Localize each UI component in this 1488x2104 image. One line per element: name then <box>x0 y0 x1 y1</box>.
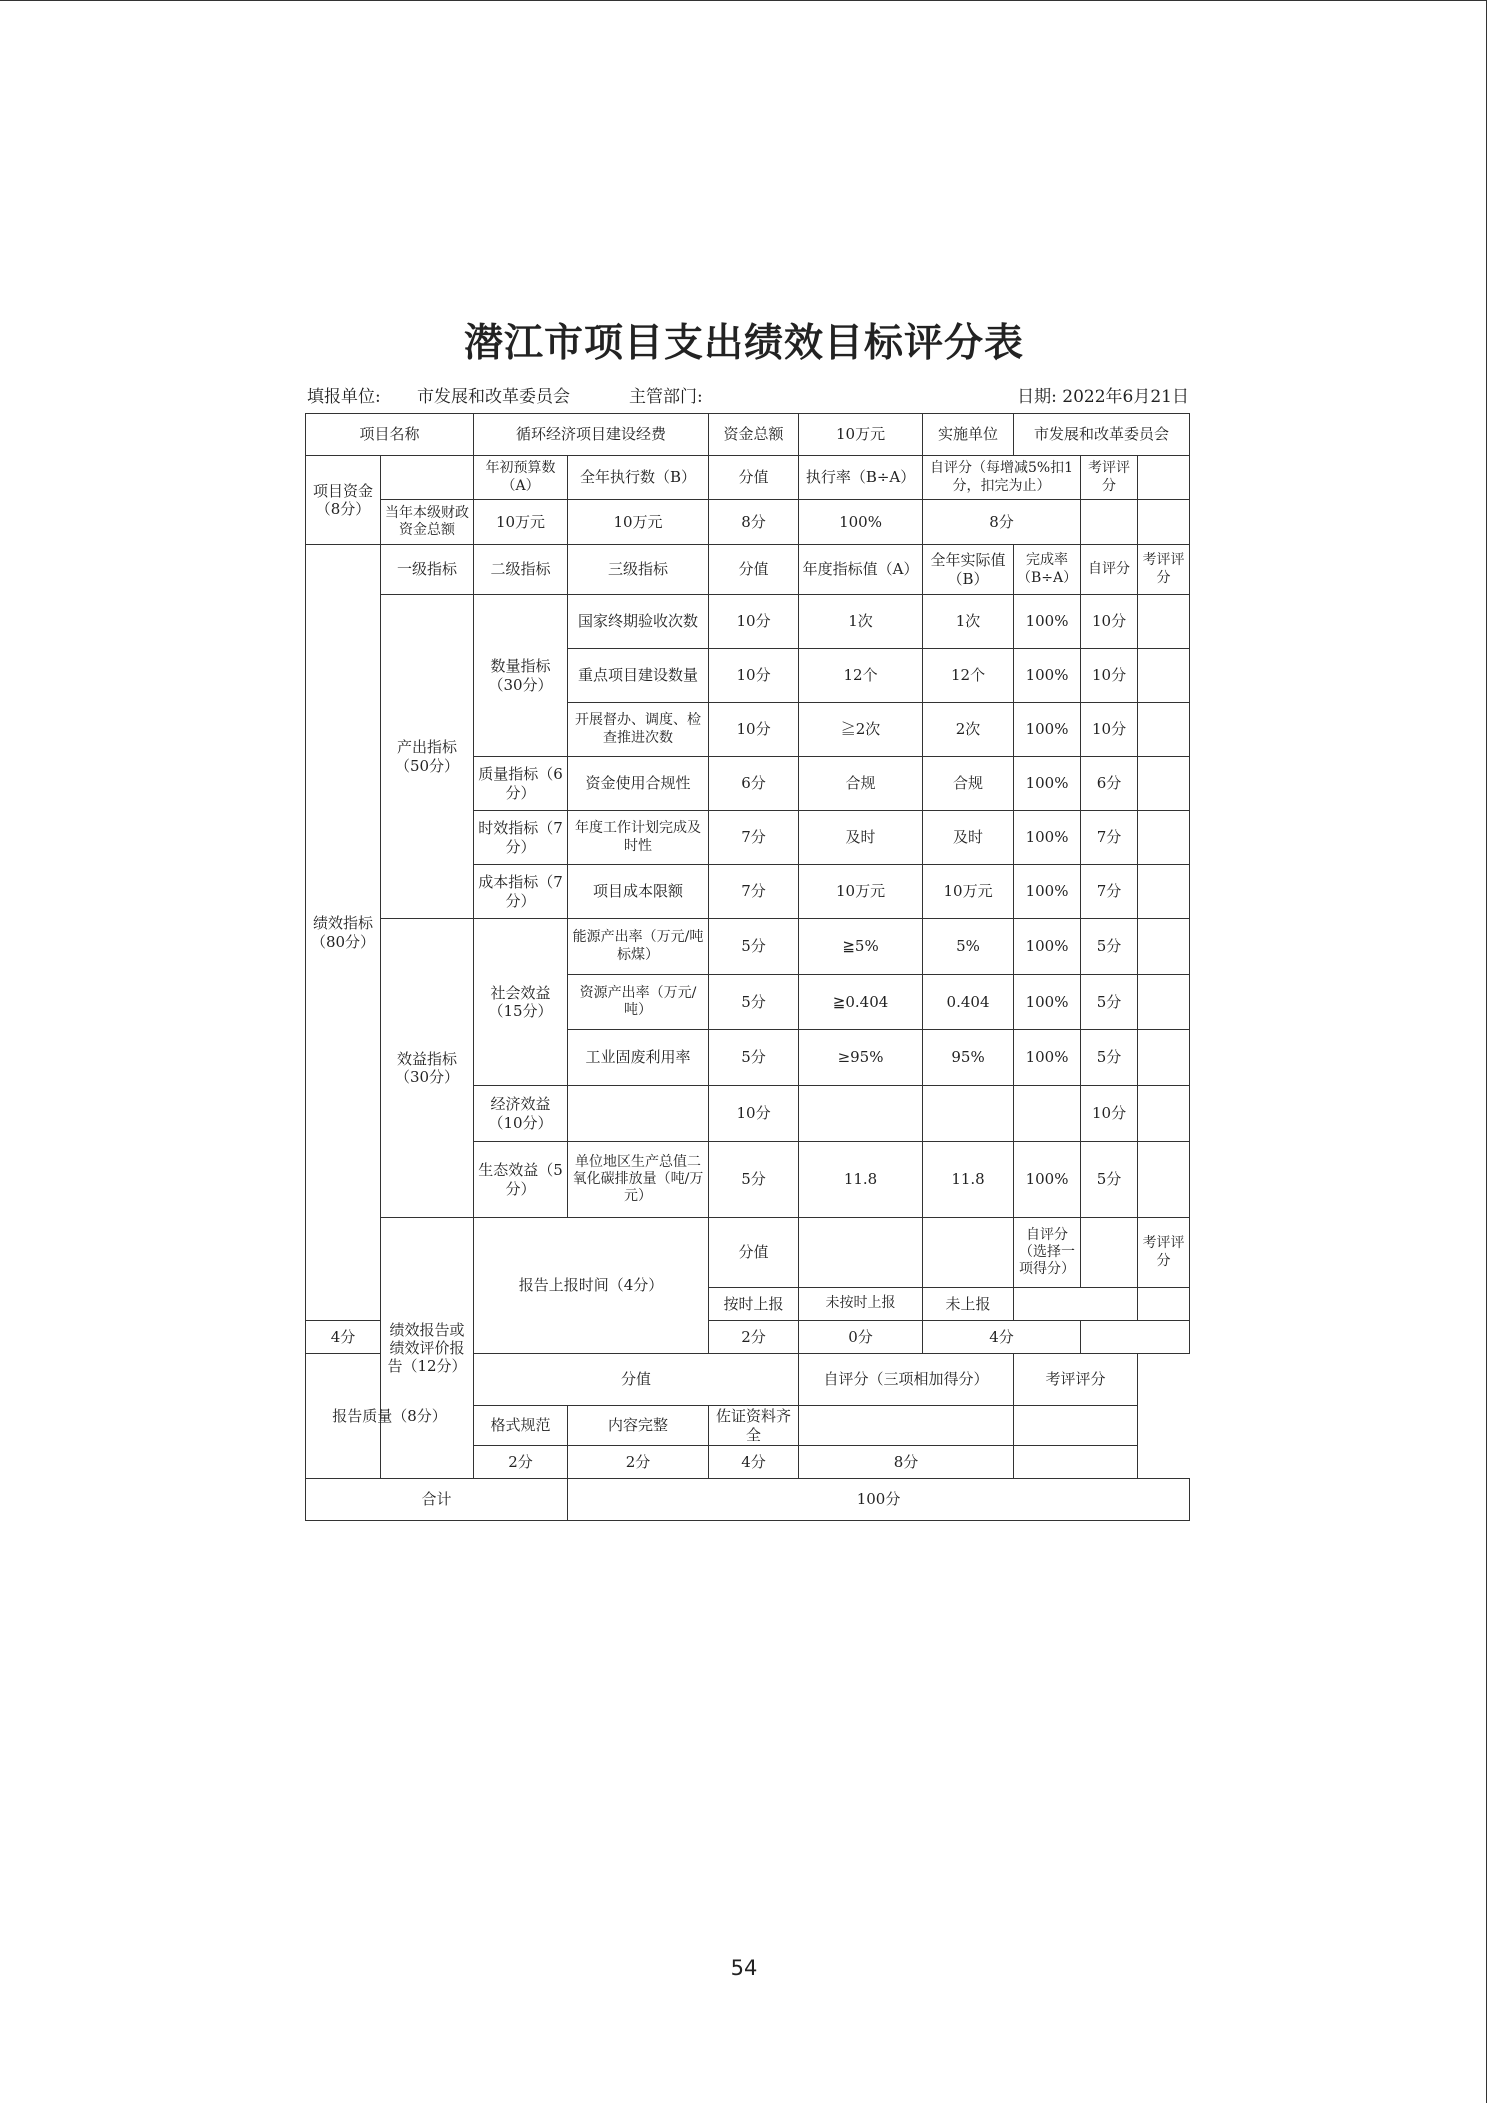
l2-header: 二级指标 <box>474 545 568 595</box>
format-label: 格式规范 <box>474 1406 568 1446</box>
report-quality-score-header: 分值 <box>474 1354 799 1406</box>
score-cell: 5分 <box>709 975 799 1030</box>
time-label: 时效指标（7分） <box>474 811 568 865</box>
impl-unit-label: 实施单位 <box>923 414 1014 456</box>
on-time-label: 按时上报 <box>709 1288 799 1321</box>
rate-cell: 100% <box>1014 649 1081 703</box>
review-cell <box>1138 595 1190 649</box>
l3-cell: 能源产出率（万元/吨标煤） <box>568 919 709 975</box>
l3-cell: 年度工作计划完成及时性 <box>568 811 709 865</box>
table-row <box>306 595 1190 649</box>
self-cell: 7分 <box>1081 865 1138 919</box>
perf-score-header: 分值 <box>709 545 799 595</box>
report-time-self-blank <box>1014 1288 1138 1321</box>
target-cell: 1次 <box>799 595 923 649</box>
on-time-score: 4分 <box>306 1321 381 1354</box>
unit-label: 填报单位: <box>307 387 381 407</box>
funds-rate: 100% <box>799 500 923 545</box>
quality-label: 质量指标（6分） <box>474 757 568 811</box>
l3-cell: 工业固废利用率 <box>568 1030 709 1086</box>
format-score: 2分 <box>474 1446 568 1479</box>
self-cell: 10分 <box>1081 703 1138 757</box>
funds-budget: 10万元 <box>474 500 568 545</box>
review-cell <box>1138 919 1190 975</box>
score-header: 分值 <box>709 456 799 500</box>
review-cell <box>1138 757 1190 811</box>
self-cell: 6分 <box>1081 757 1138 811</box>
rate-cell: 100% <box>1014 1142 1081 1218</box>
score-cell: 5分 <box>709 1142 799 1218</box>
review-cell <box>1138 811 1190 865</box>
score-cell: 5分 <box>709 919 799 975</box>
perf-label: 绩效指标（80分） <box>306 545 381 1321</box>
impl-unit: 市发展和改革委员会 <box>1014 414 1190 456</box>
exec-header: 全年执行数（B） <box>568 456 709 500</box>
self-cell: 7分 <box>1081 811 1138 865</box>
review-cell <box>1138 703 1190 757</box>
score-cell: 7分 <box>709 865 799 919</box>
self-header: 自评分（每增减5%扣1分，扣完为止） <box>923 456 1081 500</box>
rate-header: 执行率（B÷A） <box>799 456 923 500</box>
score-cell: 10分 <box>709 1086 799 1142</box>
review-cell <box>1138 975 1190 1030</box>
fund-total-label: 资金总额 <box>709 414 799 456</box>
rate-cell: 100% <box>1014 703 1081 757</box>
rate-cell: 100% <box>1014 865 1081 919</box>
rate-cell: 100% <box>1014 595 1081 649</box>
score-cell: 10分 <box>709 703 799 757</box>
page-title: 潜江市项目支出绩效目标评分表 <box>463 320 1024 366</box>
report-quality-review-label: 考评评分 <box>1014 1354 1138 1406</box>
funds-self: 8分 <box>923 500 1081 545</box>
report-quality-review-blank <box>1014 1406 1138 1446</box>
score-cell: 10分 <box>709 595 799 649</box>
report-quality-label: 报告质量（8分） <box>306 1354 474 1479</box>
report-time-review-label: 考评评分 <box>1138 1218 1190 1288</box>
report-time-label: 报告上报时间（4分） <box>474 1218 709 1354</box>
funds-blank-right <box>1138 456 1190 500</box>
total-value: 100分 <box>568 1479 1190 1521</box>
funds-review <box>1081 500 1138 545</box>
review-header-perf: 考评评分 <box>1138 545 1190 595</box>
review-header: 考评评分 <box>1081 456 1138 500</box>
econ-label: 经济效益（10分） <box>474 1086 568 1142</box>
table-row-funds <box>306 500 1190 545</box>
l3-cell: 项目成本限额 <box>568 865 709 919</box>
l3-cell: 资源产出率（万元/吨） <box>568 975 709 1030</box>
unit-value: 市发展和改革委员会 <box>417 387 570 407</box>
review-cell <box>1138 649 1190 703</box>
actual-cell: 合规 <box>923 757 1014 811</box>
report-blank-1 <box>799 1218 923 1288</box>
table-row-funds-header <box>306 456 1190 500</box>
funds-exec: 10万元 <box>568 500 709 545</box>
report-time-review <box>1081 1321 1190 1354</box>
target-cell: 12个 <box>799 649 923 703</box>
self-cell: 5分 <box>1081 1030 1138 1086</box>
dept-label: 主管部门: <box>629 387 703 407</box>
review-cell <box>1138 1030 1190 1086</box>
target-cell: ≥95% <box>799 1030 923 1086</box>
l3-header: 三级指标 <box>568 545 709 595</box>
table-row-report-time-header <box>306 1218 1190 1288</box>
not-reported-label: 未上报 <box>923 1288 1014 1321</box>
page-number: 54 <box>730 1956 758 1980</box>
target-cell: 及时 <box>799 811 923 865</box>
target-cell <box>799 1086 923 1142</box>
actual-cell: 10万元 <box>923 865 1014 919</box>
cost-label: 成本指标（7分） <box>474 865 568 919</box>
actual-cell: 11.8 <box>923 1142 1014 1218</box>
target-cell: 合规 <box>799 757 923 811</box>
report-quality-review <box>1014 1446 1138 1479</box>
actual-cell: 1次 <box>923 595 1014 649</box>
rate-cell: 100% <box>1014 919 1081 975</box>
project-name: 循环经济项目建设经费 <box>474 414 709 456</box>
score-cell: 6分 <box>709 757 799 811</box>
report-blank-2 <box>923 1218 1014 1288</box>
funds-label: 项目资金（8分） <box>306 456 381 545</box>
target-header: 年度指标值（A） <box>799 545 923 595</box>
benefit-label: 效益指标（30分） <box>381 919 474 1218</box>
review-cell <box>1138 865 1190 919</box>
self-cell: 10分 <box>1081 649 1138 703</box>
l3-cell: 开展督办、调度、检查推进次数 <box>568 703 709 757</box>
report-label: 绩效报告或绩效评价报告（12分） <box>381 1218 474 1479</box>
target-cell: ≧2次 <box>799 703 923 757</box>
fund-total: 10万元 <box>799 414 923 456</box>
l3-cell: 资金使用合规性 <box>568 757 709 811</box>
output-label: 产出指标（50分） <box>381 595 474 919</box>
table-row <box>306 919 1190 975</box>
eco-label: 生态效益（5分） <box>474 1142 568 1218</box>
total-label: 合计 <box>306 1479 568 1521</box>
l1-header: 一级指标 <box>381 545 474 595</box>
score-cell: 7分 <box>709 811 799 865</box>
report-time-review-blank <box>1138 1288 1190 1321</box>
table-row-total <box>306 1479 1190 1521</box>
report-time-self: 4分 <box>923 1321 1081 1354</box>
docs-score: 4分 <box>709 1446 799 1479</box>
rate-cell: 100% <box>1014 975 1081 1030</box>
actual-header: 全年实际值（B） <box>923 545 1014 595</box>
score-table <box>305 413 1190 1521</box>
self-cell: 5分 <box>1081 919 1138 975</box>
table-row-perf-header <box>306 545 1190 595</box>
target-cell: 11.8 <box>799 1142 923 1218</box>
report-quality-self-label: 自评分（三项相加得分） <box>799 1354 1014 1406</box>
docs-label: 佐证资料齐全 <box>709 1406 799 1446</box>
content-score: 2分 <box>568 1446 709 1479</box>
rate-header-perf: 完成率（B÷A） <box>1014 545 1081 595</box>
actual-cell: 5% <box>923 919 1014 975</box>
content-label: 内容完整 <box>568 1406 709 1446</box>
l3-cell: 国家终期验收次数 <box>568 595 709 649</box>
funds-row-label: 当年本级财政资金总额 <box>381 500 474 545</box>
self-cell: 10分 <box>1081 1086 1138 1142</box>
review-cell <box>1138 1086 1190 1142</box>
self-cell: 10分 <box>1081 595 1138 649</box>
actual-cell: 0.404 <box>923 975 1014 1030</box>
not-on-time-label: 未按时上报 <box>799 1288 923 1321</box>
target-cell: ≧0.404 <box>799 975 923 1030</box>
not-reported-score: 0分 <box>799 1321 923 1354</box>
target-cell: 10万元 <box>799 865 923 919</box>
score-cell: 5分 <box>709 1030 799 1086</box>
self-cell: 5分 <box>1081 1142 1138 1218</box>
actual-cell <box>923 1086 1014 1142</box>
info-line <box>307 382 1189 406</box>
rate-cell: 100% <box>1014 1030 1081 1086</box>
self-header-perf: 自评分 <box>1081 545 1138 595</box>
score-cell: 10分 <box>709 649 799 703</box>
report-date: 日期: 2022年6月21日 <box>1017 387 1189 407</box>
project-name-label: 项目名称 <box>306 414 474 456</box>
report-blank-3 <box>1081 1218 1138 1288</box>
funds-extra <box>1138 500 1190 545</box>
report-time-self-label: 自评分（选择一项得分） <box>1014 1218 1081 1288</box>
review-cell <box>1138 1142 1190 1218</box>
report-quality-self-blank <box>799 1406 1014 1446</box>
qty-label: 数量指标（30分） <box>474 595 568 757</box>
rate-cell: 100% <box>1014 757 1081 811</box>
social-label: 社会效益（15分） <box>474 919 568 1086</box>
actual-cell: 12个 <box>923 649 1014 703</box>
rate-cell <box>1014 1086 1081 1142</box>
self-cell: 5分 <box>1081 975 1138 1030</box>
funds-score: 8分 <box>709 500 799 545</box>
l3-cell <box>568 1086 709 1142</box>
not-on-time-score: 2分 <box>709 1321 799 1354</box>
report-quality-self: 8分 <box>799 1446 1014 1479</box>
report-time-score-header: 分值 <box>709 1218 799 1288</box>
target-cell: ≧5% <box>799 919 923 975</box>
actual-cell: 2次 <box>923 703 1014 757</box>
l3-cell: 单位地区生产总值二氧化碳排放量（吨/万元） <box>568 1142 709 1218</box>
l3-cell: 重点项目建设数量 <box>568 649 709 703</box>
actual-cell: 及时 <box>923 811 1014 865</box>
actual-cell: 95% <box>923 1030 1014 1086</box>
budget-header: 年初预算数（A） <box>474 456 568 500</box>
funds-blank <box>381 456 474 500</box>
table-row-head <box>306 414 1190 456</box>
rate-cell: 100% <box>1014 811 1081 865</box>
